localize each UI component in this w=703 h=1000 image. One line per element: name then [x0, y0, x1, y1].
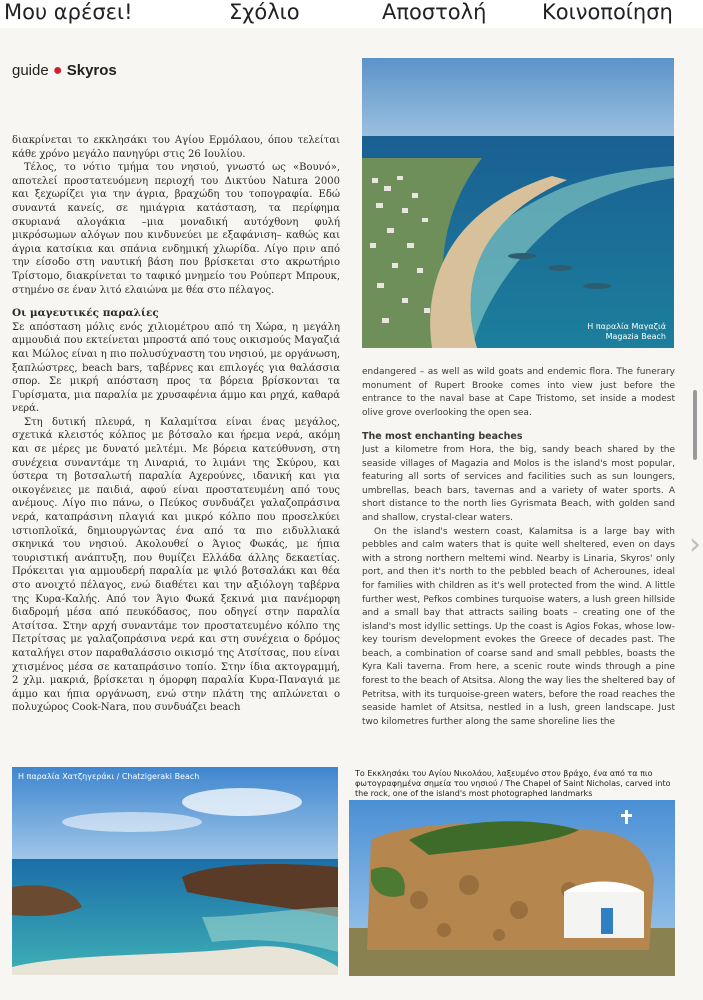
share-button[interactable]: Κοινοποίηση — [542, 0, 673, 24]
chatzigeraki-caption: Η παραλία Χατζηγεράκι / Chatzigeraki Beach — [18, 772, 200, 781]
chatzigeraki-beach-photo — [12, 767, 338, 975]
greek-paragraph: Σε απόσταση μόλις ενός χιλιομέτρου από τη Χώρα, η μεγάλη αμμουδιά που εκτείνεται μπροστά από τους οικισμούς Μαγαζιά και Μώλος είναι η πιο πολυσύχναστη του νησιού, με οργάνωση, ξαπλώστρες, beach bars, ταβέρνες και επιλογές για θαλάσσια σπορ. Σε μικρή απόσταση προς τα βόρεια βρίσκονται τα Γυρίσματα, μια παραλία με χρυσαφένια άμμο και ρηχά, καθαρά νερά. — [12, 321, 340, 415]
magazia-beach-photo — [362, 58, 674, 348]
chapel-caption-gr: Το Εκκλησάκι του Αγίου Νικολάου, λαξευμένο στον βράχο, ένα από τα πιο φωτογραφημένα σημεία του νησιού / — [355, 769, 653, 788]
chapel-photo — [349, 800, 675, 976]
chapel-caption — [355, 769, 675, 799]
magazia-caption-gr: Η παραλία Μαγαζιά — [587, 322, 666, 331]
magazia-caption-en: Magazia Beach — [605, 332, 666, 341]
chatzigeraki-beach-image — [12, 767, 338, 975]
greek-text-column — [12, 134, 340, 756]
comment-button[interactable]: Σχόλιο — [229, 0, 300, 24]
chevron-right-icon[interactable]: › — [689, 527, 701, 562]
chapel-image — [349, 800, 675, 976]
english-text-column — [362, 366, 675, 758]
section-header — [12, 62, 117, 80]
bullet-dot-icon: ● — [52, 62, 63, 79]
english-subheading: The most enchanting beaches — [362, 431, 523, 443]
english-paragraph: On the island's western coast, Kalamitsa is a large bay with pebbles and calm waters that is quite well sheltered, even on days with a strong northern meltemi wind. Nearby is Linaria, Skyros' only port, and then it's north to the pebbled beach of Acherounes, ideal for families with children as it's well protected from the wind. A little further west, Pefkos combines turquoise waters, a lush green hillside and a small bay that attracts sailing boats – creating one of the island's most idyllic settings. Up the coast is Agios Fokas, whose low-key tourism development evokes the Greece of decades past. The beach, a combination of coarse sand and small pebbles, boasts the Kyra Kali taverna. From here, a scenic route winds through a pine forest to the beach of Atsitsa. Along the way lies the sheltered bay of Petritsa, with its turquoise-green waters, before the road reaches the seaside hamlet of Atsitsa, nestled in a lush, green landscape. Just two kilometres further along the same shoreline lies the — [362, 526, 675, 727]
english-paragraph: endangered – as well as wild goats and endemic flora. The funerary monument of Rupert Brooke comes into view just before the entrance to the naval base at Cape Tristomo, set inside a modest olive grove overlooking the open sea. — [362, 367, 675, 418]
action-bar — [0, 0, 703, 28]
like-button[interactable]: Μου αρέσει! — [4, 0, 133, 24]
greek-subheading: Οι μαγευτικές παραλίες — [12, 307, 159, 320]
scrollbar[interactable] — [693, 390, 697, 460]
send-button[interactable]: Αποστολή — [382, 0, 487, 24]
greek-paragraph: Τέλος, το νότιο τμήμα του νησιού, γνωστό ως «Βουνό», αποτελεί προστατευόμενη περιοχή του Δικτύου Natura 2000 και ξεχωρίζει για την άγρια, βραχώδη του τοπογραφία. Εδώ συναντά κανείς, σε ημιάγρια κατάσταση, τα περίφημα σκυριανά αλογάκια –μια μοναδική αυτόχθονη φυλή μικρόσωμων αλόγων που κινδυνεύει με εξαφάνιση– καθώς και άγρια κατσίκια και σπάνια ενδημική χλωρίδα. Λίγο πριν από την είσοδο στη ναυτική βάση που βρίσκεται στο ακρωτήριο Τρίστομο, διακρίνεται το ταφικό μνημείο του Ρούπερτ Μπρουκ, στημένο σε έναν λιτό ελαιώνα με θέα στο πέλαγος. — [12, 162, 340, 296]
english-paragraph: Just a kilometre from Hora, the big, sandy beach shared by the seaside villages of Magazia and Molos is the island's most popular, featuring all sorts of services and facilities such as sun loungers, umbrellas, beach bars, tavernas and a variety of water sports. A short distance to the north lies Gyrismata Beach, with golden sand and shallow, crystal-clear waters. — [362, 444, 675, 523]
magazia-caption — [587, 322, 666, 342]
chapel-caption-en: The Chapel of Saint Nicholas, carved into the rock, one of the island's most photographed landmarks — [355, 779, 671, 798]
greek-paragraph: Στη δυτική πλευρά, η Καλαμίτσα είναι ένας μεγάλος, σχετικά κλειστός κόλπος με βότσαλο και ήρεμα νερά, ακόμη και σε μέρες με δυνατό μελτέμι. Με βόρεια κατεύθυνση, στη συνέχεια συναντάμε τη Λιναριά, το λιμάνι της Σκύρου, και ύστερα τη βοτσαλωτή παραλία Αχερούνες, ιδανική και για οικογένειες με παιδιά, αφού είναι προστατευμένη από τους ανέμους. Λίγο πιο πάνω, ο Πεύκος συνδυάζει γαλαζοπράσινα νερά, καταπράσινη πλαγιά και μικρό κόλπο που προσελκύει ιστιοπλοϊκά, δημιουργώντας ένα από τα πιο ειδυλλιακά σκηνικά του νησιού. Ακολουθεί ο Άγιος Φωκάς, με ήπια τουριστική ανάπτυξη, που θυμίζει Ελλάδα άλλης δεκαετίας. Πρόκειται για αμμουδερή παραλία με ψιλό βοτσαλάκι και θέα στο ανοιχτό πέλαγος, ενώ διαθέτει και την αξιόλογη ταβέρνα της Κυρα-Καλής. Από τον Άγιο Φωκά ξεκινά μια πανέμορφη διαδρομή μέσα από πευκόδασος, που οδηγεί στην παραλία Ατσίτσα. Στην αρχή συναντάμε τον προστατευμένο κόλπο της Πετρίτσας με γαλαζοπράσινα νερά και στη συνέχεια ο δρόμος καταλήγει στον παραθαλάσσιο οικισμό της Ατσίτσας, που είναι χτισμένος μέσα σε καταπράσινο τοπίο. Στην ίδια ακτογραμμή, 2 χλμ. μακριά, βρίσκεται η όμορφη παραλία Κυρα-Παναγιά με άμμο και ήπια οργάνωση, ενώ στην πλάτη της απλώνεται ο πολυχώρος Cook-Nara, που συνδυάζει beach — [12, 416, 340, 714]
magazia-beach-image — [362, 58, 674, 348]
place-label: Skyros — [66, 62, 117, 79]
guide-label: guide — [12, 62, 49, 79]
greek-paragraph: διακρίνεται το εκκλησάκι του Αγίου Ερμόλαου, όπου τελείται κάθε χρόνο μεγάλο πανηγύρι στις 26 Ιουλίου. — [12, 135, 340, 160]
